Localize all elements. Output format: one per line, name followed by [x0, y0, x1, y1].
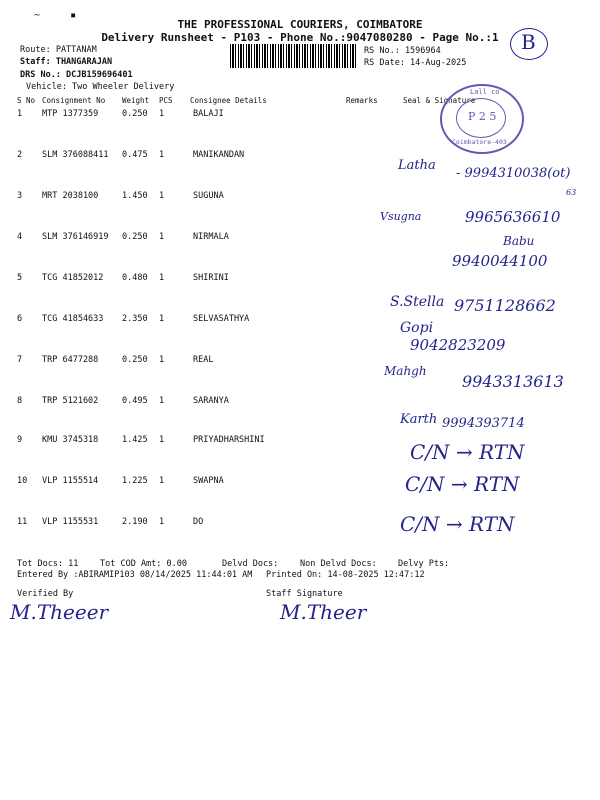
signature-row-3: Vsugna — [380, 210, 422, 223]
row-weight: 0.250 — [122, 109, 148, 119]
row-weight: 0.480 — [122, 273, 148, 283]
rs-date: RS Date: 14-Aug-2025 — [364, 58, 467, 68]
courier-stamp — [440, 84, 524, 154]
row-consignment: VLP 1155531 — [42, 517, 99, 527]
row-sno: 8 — [17, 396, 23, 406]
row-consignment: TRP 5121602 — [42, 396, 99, 406]
entered-by: Entered By :ABIRAMIP103 08/14/2025 11:44:01 AM — [17, 570, 253, 580]
row-consignee: BALAJI — [193, 109, 224, 119]
signature-row-2: Latha — [398, 158, 436, 173]
row-consignee: MANIKANDAN — [193, 150, 245, 160]
col-consignment: Consignment No — [42, 96, 106, 105]
row-weight: 1.425 — [122, 435, 148, 445]
delivery-points: Delvy Pts: — [398, 559, 450, 569]
row-consignment: MTP 1377359 — [42, 109, 99, 119]
phone-row-5: 9751128662 — [454, 296, 556, 315]
row-pcs: 1 — [159, 476, 165, 486]
row-weight: 2.350 — [122, 314, 148, 324]
drs-number: DRS No.: DCJB159696401 — [20, 70, 133, 80]
row-pcs: 1 — [159, 191, 165, 201]
row-sno: 4 — [17, 232, 23, 242]
row-sno: 3 — [17, 191, 23, 201]
total-cod: Tot COD Amt: 0.00 — [100, 559, 187, 569]
row-consignee: NIRMALA — [193, 232, 229, 242]
row-pcs: 1 — [159, 517, 165, 527]
phone-row-8: 9994393714 — [442, 416, 525, 431]
phone-row-6: 9042823209 — [410, 336, 506, 354]
vehicle-label: Vehicle: Two Wheeler Delivery — [26, 82, 175, 92]
row-consignment: TCG 41852012 — [42, 273, 104, 283]
stamp-center: P 2 5 — [468, 110, 497, 123]
row-consignee: REAL — [193, 355, 214, 365]
row-consignee: DO — [193, 517, 204, 527]
col-consignee: Consignee Details — [190, 96, 267, 105]
rs-number: RS No.: 1596964 — [364, 46, 441, 56]
row-consignee: SUGUNA — [193, 191, 224, 201]
row-consignee: SHIRINI — [193, 273, 229, 283]
row-consignment: SLM 376146919 — [42, 232, 109, 242]
signature-row-4: Babu — [503, 234, 535, 248]
rtn-row-11: C/N → RTN — [400, 512, 515, 536]
staff-signature-label: Staff Signature — [266, 589, 343, 599]
row-consignee: SWAPNA — [193, 476, 224, 486]
row-sno: 5 — [17, 273, 23, 283]
row-consignment: KMU 3745318 — [42, 435, 99, 445]
row-pcs: 1 — [159, 396, 165, 406]
staff-label: Staff: THANGARAJAN — [20, 57, 113, 67]
row-pcs: 1 — [159, 150, 165, 160]
row-sno: 6 — [17, 314, 23, 324]
row-consignment: TRP 6477288 — [42, 355, 99, 365]
row-consignment: MRT 2038100 — [42, 191, 99, 201]
row-pcs: 1 — [159, 109, 165, 119]
total-docs: Tot Docs: 11 — [17, 559, 79, 569]
col-sno: S No — [17, 96, 36, 105]
phone-row-3: 9965636610 — [465, 208, 561, 226]
signature-row-7: Mahgh — [384, 364, 427, 378]
row-consignment: SLM 376088411 — [42, 150, 109, 160]
row-pcs: 1 — [159, 355, 165, 365]
company-title: THE PROFESSIONAL COURIERS, COIMBATORE — [177, 18, 423, 31]
top-left-mark: ~ ▪ — [34, 10, 77, 21]
stamp-top-text: Lall co — [470, 88, 500, 96]
row-pcs: 1 — [159, 232, 165, 242]
col-seal: Seal & Signature — [403, 96, 476, 105]
verified-by-label: Verified By — [17, 589, 74, 599]
col-pcs: PCS — [159, 96, 173, 105]
barcode — [230, 44, 358, 68]
row-consignee: PRIYADHARSHINI — [193, 435, 265, 445]
table-row — [0, 314, 600, 354]
row-weight: 0.475 — [122, 150, 148, 160]
route-label: Route: PATTANAM — [20, 45, 97, 55]
row-pcs: 1 — [159, 435, 165, 445]
signature-row-6: Gopi — [400, 320, 434, 336]
verified-signature: M.Theeer — [10, 600, 109, 624]
row-sno: 2 — [17, 150, 23, 160]
note-row-2: 63 — [566, 188, 577, 197]
row-consignee: SELVASATHYA — [193, 314, 250, 324]
non-delivered-docs: Non Delvd Docs: — [300, 559, 377, 569]
delivered-docs: Delvd Docs: — [222, 559, 279, 569]
phone-row-2: - 9994310038(ot) — [456, 166, 571, 181]
row-weight: 2.190 — [122, 517, 148, 527]
row-sno: 9 — [17, 435, 23, 445]
row-pcs: 1 — [159, 314, 165, 324]
row-weight: 0.250 — [122, 355, 148, 365]
row-sno: 10 — [17, 476, 28, 486]
col-remarks: Remarks — [346, 96, 378, 105]
row-pcs: 1 — [159, 273, 165, 283]
col-weight: Weight — [122, 96, 150, 105]
phone-row-4: 9940044100 — [452, 252, 548, 270]
signature-row-5: S.Stella — [390, 294, 445, 310]
phone-row-7: 9943313613 — [462, 372, 564, 391]
row-consignment: VLP 1155514 — [42, 476, 99, 486]
runsheet-subtitle: Delivery Runsheet - P103 - Phone No.:9047080280 - Page No.:1 — [101, 31, 499, 44]
row-sno: 11 — [17, 517, 28, 527]
corner-mark: B — [521, 30, 536, 54]
row-weight: 0.495 — [122, 396, 148, 406]
staff-signature: M.Theer — [280, 600, 367, 624]
row-weight: 1.450 — [122, 191, 148, 201]
row-consignment: TCG 41854633 — [42, 314, 104, 324]
row-weight: 0.250 — [122, 232, 148, 242]
row-weight: 1.225 — [122, 476, 148, 486]
signature-row-8: Karth — [400, 412, 438, 427]
rtn-row-9: C/N → RTN — [410, 440, 525, 464]
stamp-bottom-text: Coimbatore-403 — [452, 138, 507, 146]
row-sno: 7 — [17, 355, 23, 365]
row-sno: 1 — [17, 109, 23, 119]
printed-on: Printed On: 14-08-2025 12:47:12 — [266, 570, 425, 580]
row-consignee: SARANYA — [193, 396, 229, 406]
rtn-row-10: C/N → RTN — [405, 472, 520, 496]
